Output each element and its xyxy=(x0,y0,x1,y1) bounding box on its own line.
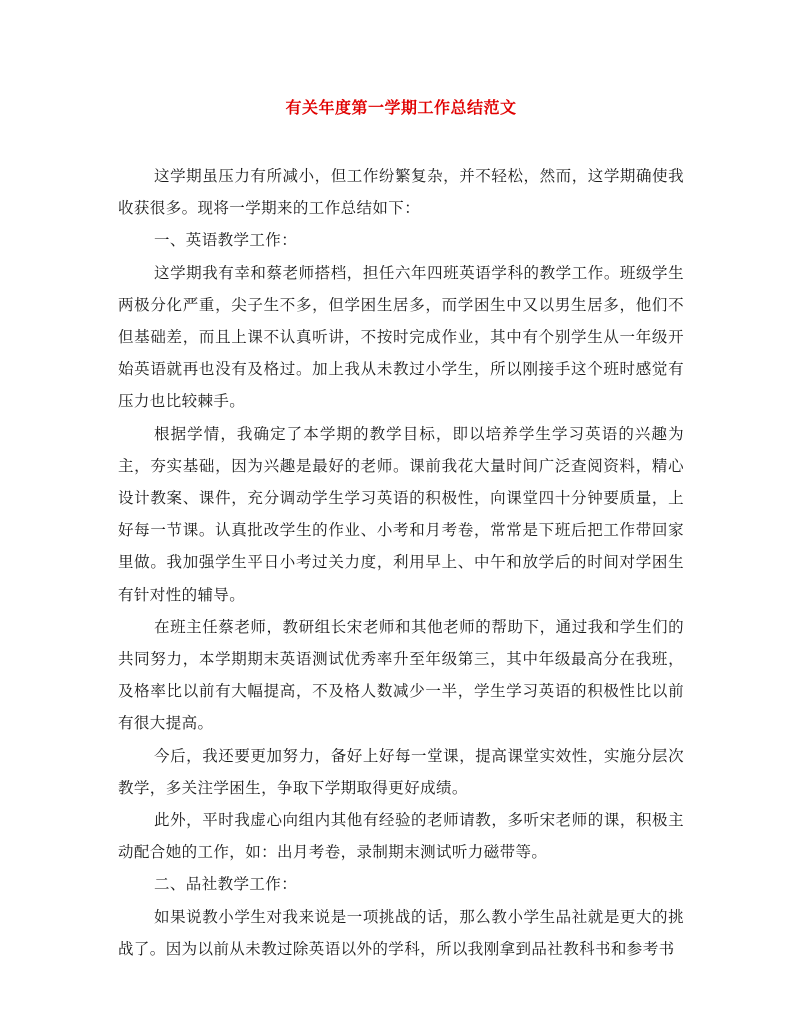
body-paragraph: 在班主任蔡老师，教研组长宋老师和其他老师的帮助下，通过我和学生们的共同努力，本学期期末英语测试优秀率升至年级第三，其中年级最高分在我班，及格率比以前有大幅提高，不及格人数减少一半，学生学习英语的积极性比以前有很大提高。 xyxy=(118,617,684,733)
body-paragraph: 这学期我有幸和蔡老师搭档，担任六年四班英语学科的教学工作。班级学生两极分化严重，尖子生不多，但学困生居多，而学困生中又以男生居多，他们不但基础差，而且上课不认真听讲，不按时完成作业，其中有个别学生从一年级开始英语就再也没有及格过。加上我从未教过小学生，所以刚接手这个班时感觉有压力也比较棘手。 xyxy=(118,263,684,411)
body-paragraph: 根据学情，我确定了本学期的教学目标，即以培养学生学习英语的兴趣为主，夯实基础，因为兴趣是最好的老师。课前我花大量时间广泛查阅资料，精心设计教案、课件，充分调动学生学习英语的积极性，向课堂四十分钟要质量，上好每一节课。认真批改学生的作业、小考和月考卷，常常是下班后把工作带回家里做。我加强学生平日小考过关力度，利用早上、中午和放学后的时间对学困生有针对性的辅导。 xyxy=(118,424,684,604)
document-body xyxy=(118,160,684,965)
body-paragraph: 此外，平时我虚心向组内其他有经验的老师请教，多听宋老师的课，积极主动配合她的工作，如：出月考卷，录制期末测试听力磁带等。 xyxy=(118,811,684,862)
section-heading-social: 二、品社教学工作： xyxy=(154,875,298,894)
document-page xyxy=(118,96,684,965)
body-paragraph: 今后，我还要更加努力，备好上好每一堂课，提高课堂实效性，实施分层次教学，多关注学困生，争取下学期取得更好成绩。 xyxy=(118,746,684,797)
document-title: 有关年度第一学期工作总结范文 xyxy=(285,98,517,117)
body-paragraph: 如果说教小学生对我来说是一项挑战的话，那么教小学生品社就是更大的挑战了。因为以前从未教过除英语以外的学科，所以我刚拿到品社教科书和参考书 xyxy=(118,907,684,958)
section-heading-english: 一、英语教学工作： xyxy=(154,231,298,250)
intro-paragraph: 这学期虽压力有所减小，但工作纷繁复杂，并不轻松，然而，这学期确使我收获很多。现将一学期来的工作总结如下： xyxy=(118,167,684,218)
